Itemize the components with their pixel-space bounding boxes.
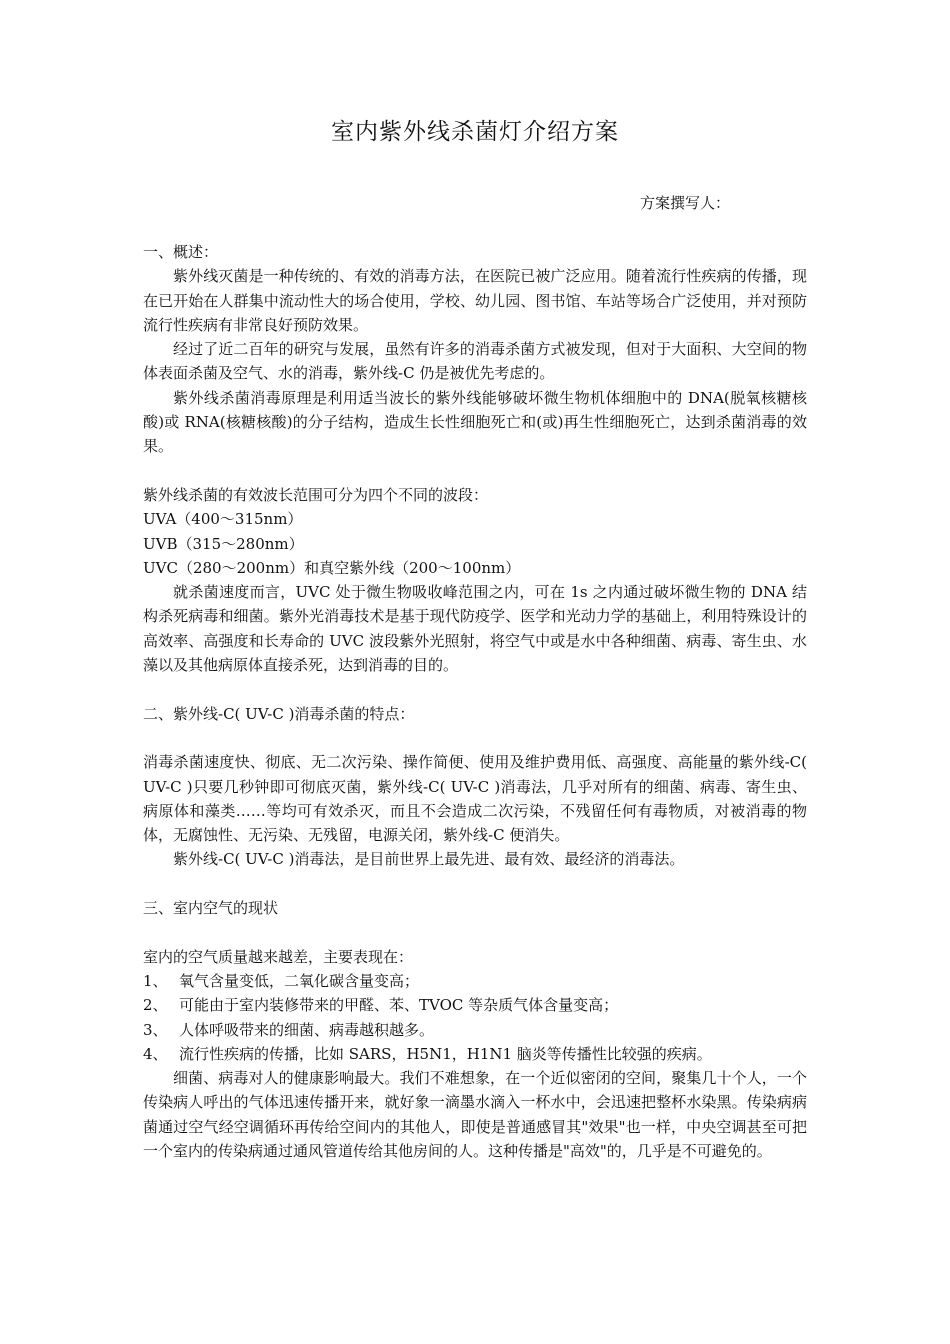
paragraph: 紫外线灭菌是一种传统的、有效的消毒方法，在医院已被广泛应用。随着流行性疾病的传播，现在已开始在人群集中流动性大的场合使用，学校、幼儿园、图书馆、车站等场合广泛使用，并对预防流行性疾病有非常良好预防效果。 <box>143 267 807 334</box>
band-uvc: UVC（280～200nm）和真空紫外线（200～100nm） <box>143 558 521 577</box>
list-item-number: 4、 <box>143 1044 168 1063</box>
list-item <box>143 1018 807 1042</box>
paragraph: 消毒杀菌速度快、彻底、无二次污染、操作简便、使用及维护费用低、高强度、高能量的紫外线-C( UV-C )只要几秒钟即可彻底灭菌，紫外线-C( UV-C )消毒法，几乎对所有的细菌、病毒、寄生虫、病原体和藻类……等均可有效杀灭，而且不会造成二次污染，不残留任何有毒物质，对被消毒的物体，无腐蚀性、无污染、无残留，电源关闭，紫外线-C 便消失。 <box>143 753 807 845</box>
paragraph: 就杀菌速度而言，UVC 处于微生物吸收峰范围之内，可在 1s 之内通过破坏微生物的 DNA 结构杀死病毒和细菌。紫外光消毒技术是基于现代防疫学、医学和光动力学的基础上，利用特殊设计的高效率、高强度和长寿命的 UVC 波段紫外光照射，将空气中或是水中各种细菌、病毒、寄生虫、水藻以及其他病原体直接杀死，达到消毒的目的。 <box>143 583 807 675</box>
document-body <box>143 240 807 1163</box>
indoor-air-intro: 室内的空气质量越来越差，主要表现在： <box>143 947 414 966</box>
list-item-text: 人体呼吸带来的细菌、病毒越积越多。 <box>179 1020 435 1039</box>
band-uva: UVA（400～315nm） <box>143 510 303 529</box>
section-heading-uvc-features: 二、紫外线-C( UV-C )消毒杀菌的特点： <box>143 704 415 723</box>
paragraph: 紫外线杀菌消毒原理是利用适当波长的紫外线能够破坏微生物机体细胞中的 DNA(脱氧核糖核酸)或 RNA(核糖核酸)的分子结构，造成生长性细胞死亡和(或)再生性细胞死亡，达到杀菌消毒的效果。 <box>143 388 807 456</box>
list-item <box>143 1042 807 1066</box>
list-item <box>143 969 807 993</box>
list-item-number: 1、 <box>143 971 168 990</box>
paragraph: 紫外线-C( UV-C )消毒法，是目前世界上最先进、最有效、最经济的消毒法。 <box>173 850 685 869</box>
list-item-number: 3、 <box>143 1020 168 1039</box>
list-item-text: 流行性疾病的传播，比如 SARS，H5N1，H1N1 脑炎等传播性比较强的疾病。 <box>179 1044 712 1063</box>
bands-intro: 紫外线杀菌的有效波长范围可分为四个不同的波段： <box>143 485 489 504</box>
paragraph: 细菌、病毒对人的健康影响最大。我们不难想象，在一个近似密闭的空间，聚集几十个人，一个传染病人呼出的气体迅速传播开来，就好象一滴墨水滴入一杯水中，会迅速把整杯水染黑。传染病病菌通过空气经空调循环再传给空间内的其他人，即使是普通感冒其"效果"也一样，中央空调甚至可把一个室内的传染病通过通风管道传给其他房间的人。这种传播是"高效"的，几乎是不可避免的。 <box>143 1069 807 1160</box>
blank-line <box>143 726 807 750</box>
author-label: 方案撰写人： <box>640 194 731 212</box>
blank-line <box>143 920 807 944</box>
section-heading-indoor-air: 三、室内空气的现状 <box>143 899 279 918</box>
list-item-number: 2、 <box>143 996 168 1015</box>
blank-line <box>143 872 807 896</box>
blank-line <box>143 459 807 483</box>
section-heading-overview: 一、概述： <box>143 243 219 261</box>
list-item-text: 氧气含量变低，二氧化碳含量变高； <box>179 971 420 990</box>
paragraph: 经过了近二百年的研究与发展，虽然有许多的消毒杀菌方式被发现，但对于大面积、大空间的物体表面杀菌及空气、水的消毒，紫外线-C 仍是被优先考虑的。 <box>143 340 807 383</box>
blank-line <box>143 677 807 701</box>
list-item <box>143 993 807 1017</box>
list-item-text: 可能由于室内装修带来的甲醛、苯、TVOC 等杂质气体含量变高； <box>179 996 619 1015</box>
band-uvb: UVB（315～280nm） <box>143 534 304 553</box>
document-title: 室内紫外线杀菌灯介绍方案 <box>331 119 619 145</box>
